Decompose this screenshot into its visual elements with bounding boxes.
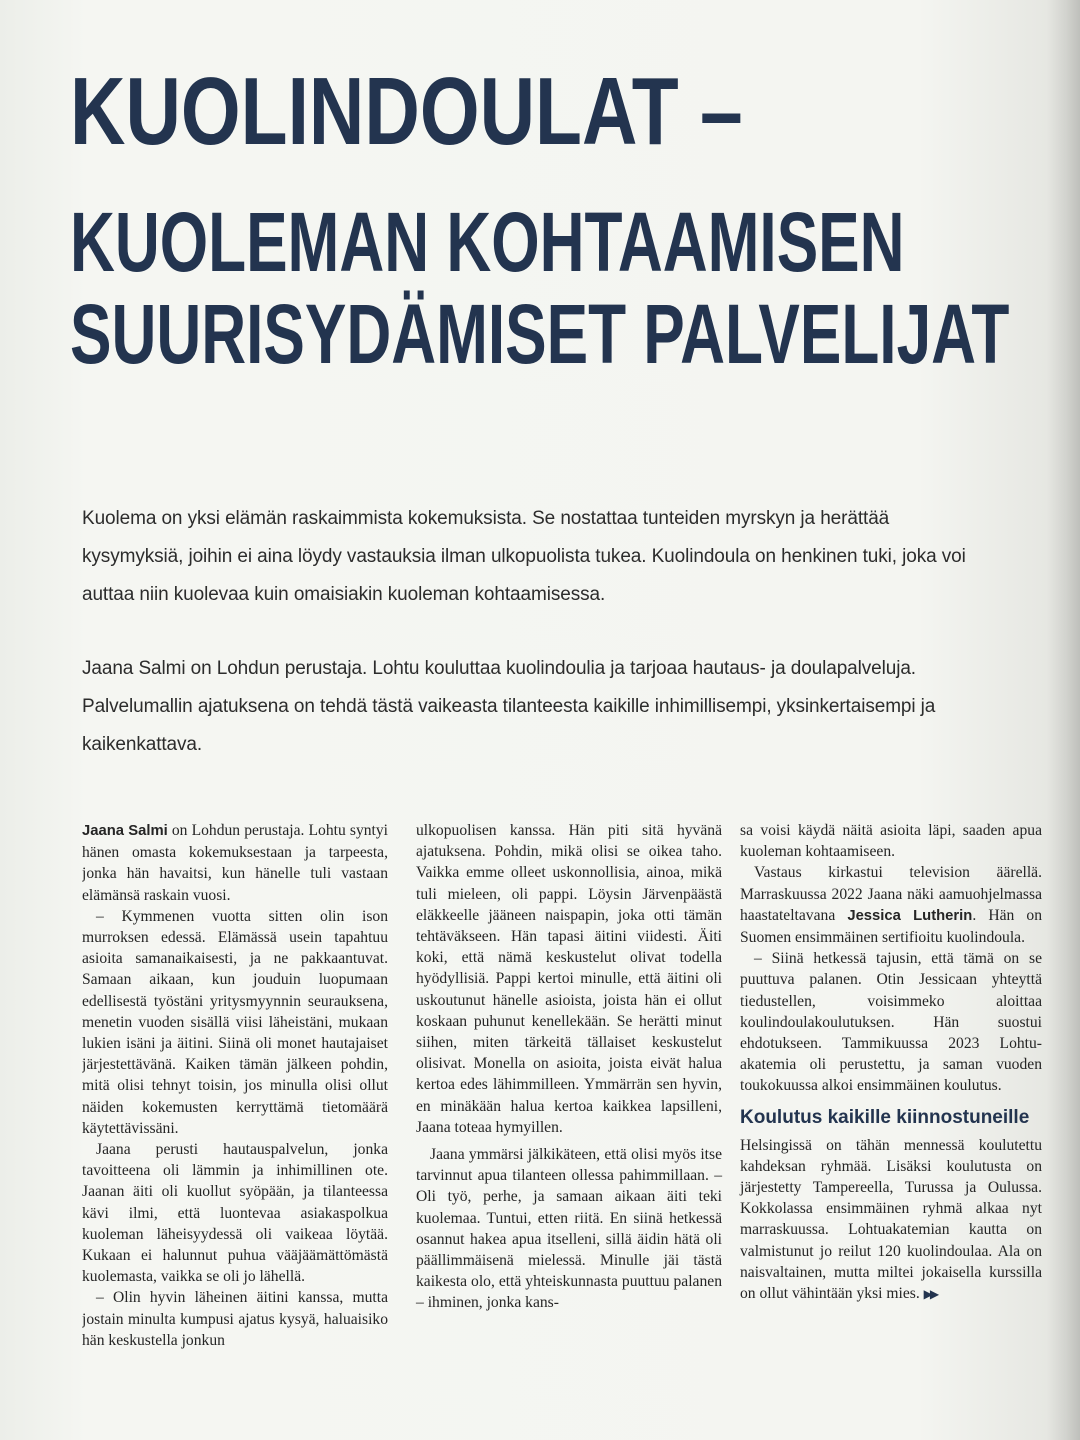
body-text: Helsingissä on tähän mennessä koulutettu kahdeksan ryhmää. Lisäksi koulutusta on järjestetty Tampereella, Turussa ja Oulussa. Kokkolassa ensimmäinen ryhmä alkaa nyt marraskuussa. Lohtuakatemian kautta on valmistunut jo reilut 120 kuolindoulaa. Ala on naisvaltainen, mutta miltei jokaisella kurssilla on ollut vähintään yksi mies.: [740, 1136, 1042, 1303]
body-column-1: [82, 820, 388, 1351]
body-text: on Lohdun perustaja. Lohtu syntyi hänen omasta kokemuksestaan ja tarpeesta, jonka hän havaitsi, kun hänelle tuli vastaan elämänsä raskain vuosi.: [82, 822, 388, 904]
lead-text-2: Jaana Salmi on Lohdun perustaja. Lohtu kouluttaa kuolindoulia ja tarjoaa hautaus- ja doulapalveluja. Palvelumallin ajatuksena on tehdä tästä vaikeasta tilanteesta kaikille inhimillisempi, yksinkertaisempi ja kaikenkattava.: [82, 658, 936, 755]
body-column-3: [740, 820, 1042, 1305]
person-name-jessica: Jessica Lutherin: [847, 907, 973, 924]
continue-arrow-icon: ▶▶: [923, 1287, 937, 1302]
body-paragraph: [740, 862, 1042, 948]
article-headline: [70, 50, 1030, 381]
body-paragraph: sa voisi käydä näitä asioita läpi, saaden apua kuoleman kohtaamiseen.: [740, 822, 1042, 861]
body-text: . Hän on Suomen ensimmäinen sertifioitu kuolindoula.: [740, 906, 1042, 947]
headline-line-1: KUOLINDOULAT –: [70, 58, 743, 165]
person-name-jaana: Jaana Salmi: [82, 823, 168, 839]
body-paragraph: – Kymmenen vuotta sitten olin ison murroksen edessä. Elämässä usein tapahtuu asioita samanaikaisesti, ja ne pakkaantuvat. Samaan aikaan, kun jouduin luopumaan edellisestä työstäni yritysmyynnin seurauksena, menetin vuoden sisällä viisi läheistäni, mukaan lukien isäni ja äitini. Siinä oli monet hautajaiset järjestettävänä. Kaiken tämän jälkeen pohdin, mitä olisi tehnyt toisin, jos minulla olisi ollut näiden kokemusten kerryttämä tietomäärä käytettävissäni.: [82, 907, 388, 1137]
lead-paragraph-2: [82, 650, 982, 764]
lead-text-1: Kuolema on yksi elämän raskaimmista kokemuksista. Se nostattaa tunteiden myrskyn ja herättää kysymyksiä, joihin ei aina löydy vastauksia ilman ulkopuolista tukea. Kuolindoula on henkinen tuki, joka voi auttaa niin kuolevaa kuin omaisiakin kuoleman kohtaamisessa.: [82, 508, 966, 605]
body-paragraph: ulkopuolisen kanssa. Hän piti sitä hyvänä ajatuksena. Pohdin, mikä olisi se oikea taho. Vaikka emme olleet uskonnollisia, ainoa, mikä tuli mieleen, oli pappi. Löysin Järvenpäästä eläkkeelle jääneen naispapin, joka otti tämän tehtäväkseen. Hän tapasi äitini viidesti. Äiti koki, että nämä keskustelut olivat todella hyödyllisiä. Pappi kertoi minulle, että äitini oli uskoutunut hänelle asioista, joista hän ei ollut koskaan puhunut kenellekään. Se herätti minut siihen, miten tärkeitä tällaiset keskustelut olisivat. Monella on asioita, joista eivät halua kertoa edes lähimmilleen. Ymmärrän sen hyvin, en minäkään halua kertoa kaikkea lapsilleni, Jaana toteaa hymyillen.: [416, 822, 722, 1136]
body-paragraph: – Olin hyvin läheinen äitini kanssa, mutta jostain minulta kumpusi ajatus kysyä, haluaisiko hän keskustella jonkun: [82, 1289, 388, 1349]
body-paragraph: – Siinä hetkessä tajusin, että tämä on se puuttuva palanen. Otin Jessicaan yhteyttä tiedustellen, voisimmeko aloittaa koulindoulakoulutuksen. Hän suostui ehdotukseen. Tammikuussa 2023 Lohtu-akatemia oli perustettu, ja saman vuoden toukokuussa alkoi ensimmäinen koulutus.: [740, 950, 1042, 1095]
body-column-2: [416, 820, 722, 1314]
body-paragraph: Jaana ymmärsi jälkikäteen, että olisi myös itse tarvinnut apua tilanteen ollessa pahimmillaan. – Oli työ, perhe, ja samaan aikaan äiti teki kuolemaa. Tuntui, etten riitä. En siinä hetkessä osannut hakea apua itselleni, sillä äidin hätä oli päällimmäisenä mielessä. Minulle jäi tästä kaikesta olo, että yhteiskunnasta puuttuu palanen – ihminen, jonka kans-: [416, 1146, 722, 1312]
body-paragraph: [740, 1135, 1042, 1306]
section-subheading: Koulutus kaikille kiinnostuneille: [740, 1106, 1030, 1128]
headline-line-3: SUURISYDÄMISET PALVELIJAT: [70, 287, 1010, 381]
body-paragraph: Jaana perusti hautauspalvelun, jonka tavoitteena oli lämmin ja inhimillinen ote. Jaanan äiti oli kuollut syöpään, ja tilanteessa kävi ilmi, että luontevaa asiakaspolkua kuoleman läheisyydessä oli vaikeaa löytää. Kukaan ei halunnut puhua vääjäämättömästä kuolemasta, vaikka se oli jo lähellä.: [82, 1141, 388, 1286]
body-paragraph: [82, 820, 388, 906]
lead-paragraph-1: [82, 500, 982, 614]
body-text: Vastaus kirkastui television äärellä. Marraskuussa 2022 Jaana näki aamuohjelmassa haastateltavana: [740, 864, 1042, 924]
body-columns: [82, 820, 1052, 1440]
headline-line-2: KUOLEMAN KOHTAAMISEN: [70, 195, 905, 289]
